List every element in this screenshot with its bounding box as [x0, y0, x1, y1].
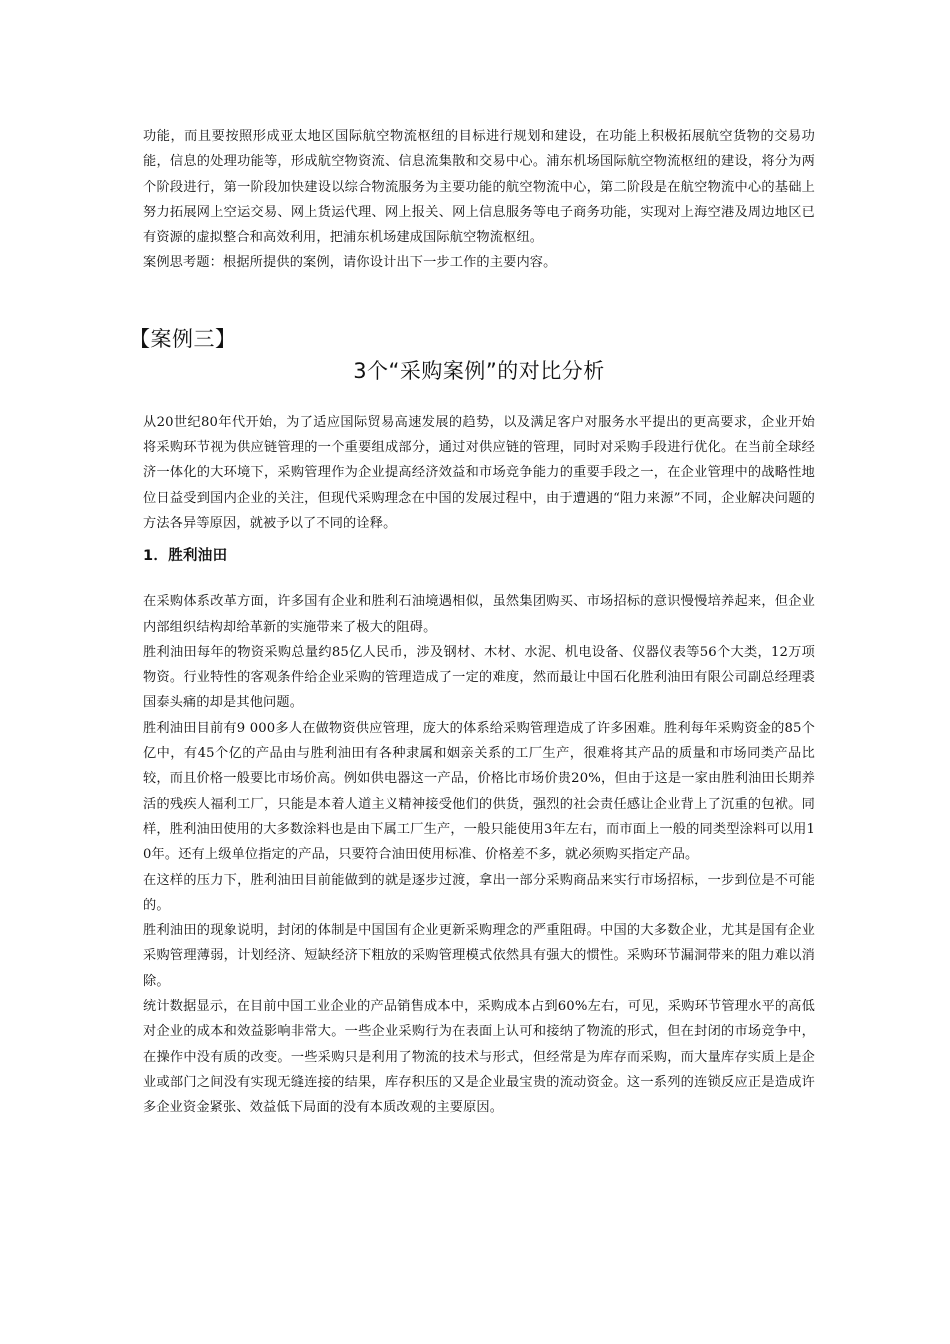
body-paragraph: 在这样的压力下，胜利油田目前能做到的就是逐步过渡，拿出一部分采购商品来实行市场招标，一步到位是不可能的。: [143, 872, 815, 913]
section-heading: 1．胜利油田: [143, 548, 228, 565]
case-heading: 【案例三】: [129, 326, 237, 351]
body-paragraph: 胜利油田目前有9 000多人在做物资供应管理，庞大的体系给采购管理造成了许多困难。胜利每年采购资金的85个亿中，有45个亿的产品由与胜利油田有各种隶属和姻亲关系的工厂生产，很难将其产品的质量和市场同类产品比较，而且价格一般要比市场价高。例如供电器这一产品，价格比市场价贵20%，但由于这是一家由胜利油田长期养活的残疾人福利工厂，只能是本着人道主义精神接受他们的供货，强烈的社会责任感让企业背上了沉重的包袱。同样，胜利油田使用的大多数涂料也是由下属工厂生产，一般只能使用3年左右，而市面上一般的同类型涂料可以用10年。还有上级单位指定的产品，只要符合油田使用标准、价格差不多，就必须购买指定产品。: [143, 720, 815, 863]
body-paragraph: 胜利油田的现象说明，封闭的体制是中国国有企业更新采购理念的严重阻碍。中国的大多数企业，尤其是国有企业采购管理薄弱，计划经济、短缺经济下粗放的采购管理模式依然具有强大的惯性。采购环节漏洞带来的阻力难以消除。: [143, 923, 815, 989]
body-paragraph: 胜利油田每年的物资采购总量约85亿人民币，涉及钢材、木材、水泥、机电设备、仪器仪表等56个大类，12万项物资。行业特性的客观条件给企业采购的管理造成了一定的难度，然而最让中国石化胜利油田有限公司副总经理裘国泰头痛的却是其他问题。: [143, 644, 815, 711]
body-paragraph: 在采购体系改革方面，许多国有企业和胜利石油境遇相似，虽然集团购买、市场招标的意识慢慢培养起来，但企业内部组织结构却给革新的实施带来了极大的阻碍。: [143, 594, 815, 635]
body-paragraph: 统计数据显示，在目前中国工业企业的产品销售成本中，采购成本占到60%左右，可见，采购环节管理水平的高低对企业的成本和效益影响非常大。一些企业采购行为在表面上认可和接纳了物流的形式，但在封闭的市场竞争中，在操作中没有质的改变。一些采购只是利用了物流的技术与形式，但经常是为库存而采购，而大量库存实质上是企业或部门之间没有实现无缝连接的结果，库存积压的又是企业最宝贵的流动资金。这一系列的连锁反应正是造成许多企业资金紧张、效益低下局面的没有本质改观的主要原因。: [143, 999, 815, 1116]
question-paragraph: 案例思考题：根据所提供的案例，请你设计出下一步工作的主要内容。: [143, 255, 557, 271]
spacer: [143, 276, 815, 324]
document-page: [129, 124, 815, 1121]
intro-paragraph: 功能，而且要按照形成亚太地区国际航空物流枢纽的目标进行规划和建设，在功能上积极拓展航空货物的交易功能，信息的处理功能等，形成航空物资流、信息流集散和交易中心。浦东机场国际航空物流枢纽的建设，将分为两个阶段进行，第一阶段加快建设以综合物流服务为主要功能的航空物流中心，第二阶段是在航空物流中心的基础上努力拓展网上空运交易、网上货运代理、网上报关、网上信息服务等电子商务功能，实现对上海空港及周边地区已有资源的虚拟整合和高效利用，把浦东机场建成国际航空物流枢纽。: [143, 129, 815, 246]
case-title: 3个“采购案例”的对比分析: [353, 358, 605, 383]
case-intro-paragraph: 从20世纪80年代开始，为了适应国际贸易高速发展的趋势，以及满足客户对服务水平提出的更高要求，企业开始将采购环节视为供应链管理的一个重要组成部分，通过对供应链的管理，同时对采购手段进行优化。在当前全球经济一体化的大环境下，采购管理作为企业提高经济效益和市场竞争能力的重要手段之一，在企业管理中的战略性地位日益受到国内企业的关注，但现代采购理念在中国的发展过程中，由于遭遇的“阻力来源”不同，企业解决问题的方法各异等原因，就被予以了不同的诠释。: [143, 414, 815, 531]
